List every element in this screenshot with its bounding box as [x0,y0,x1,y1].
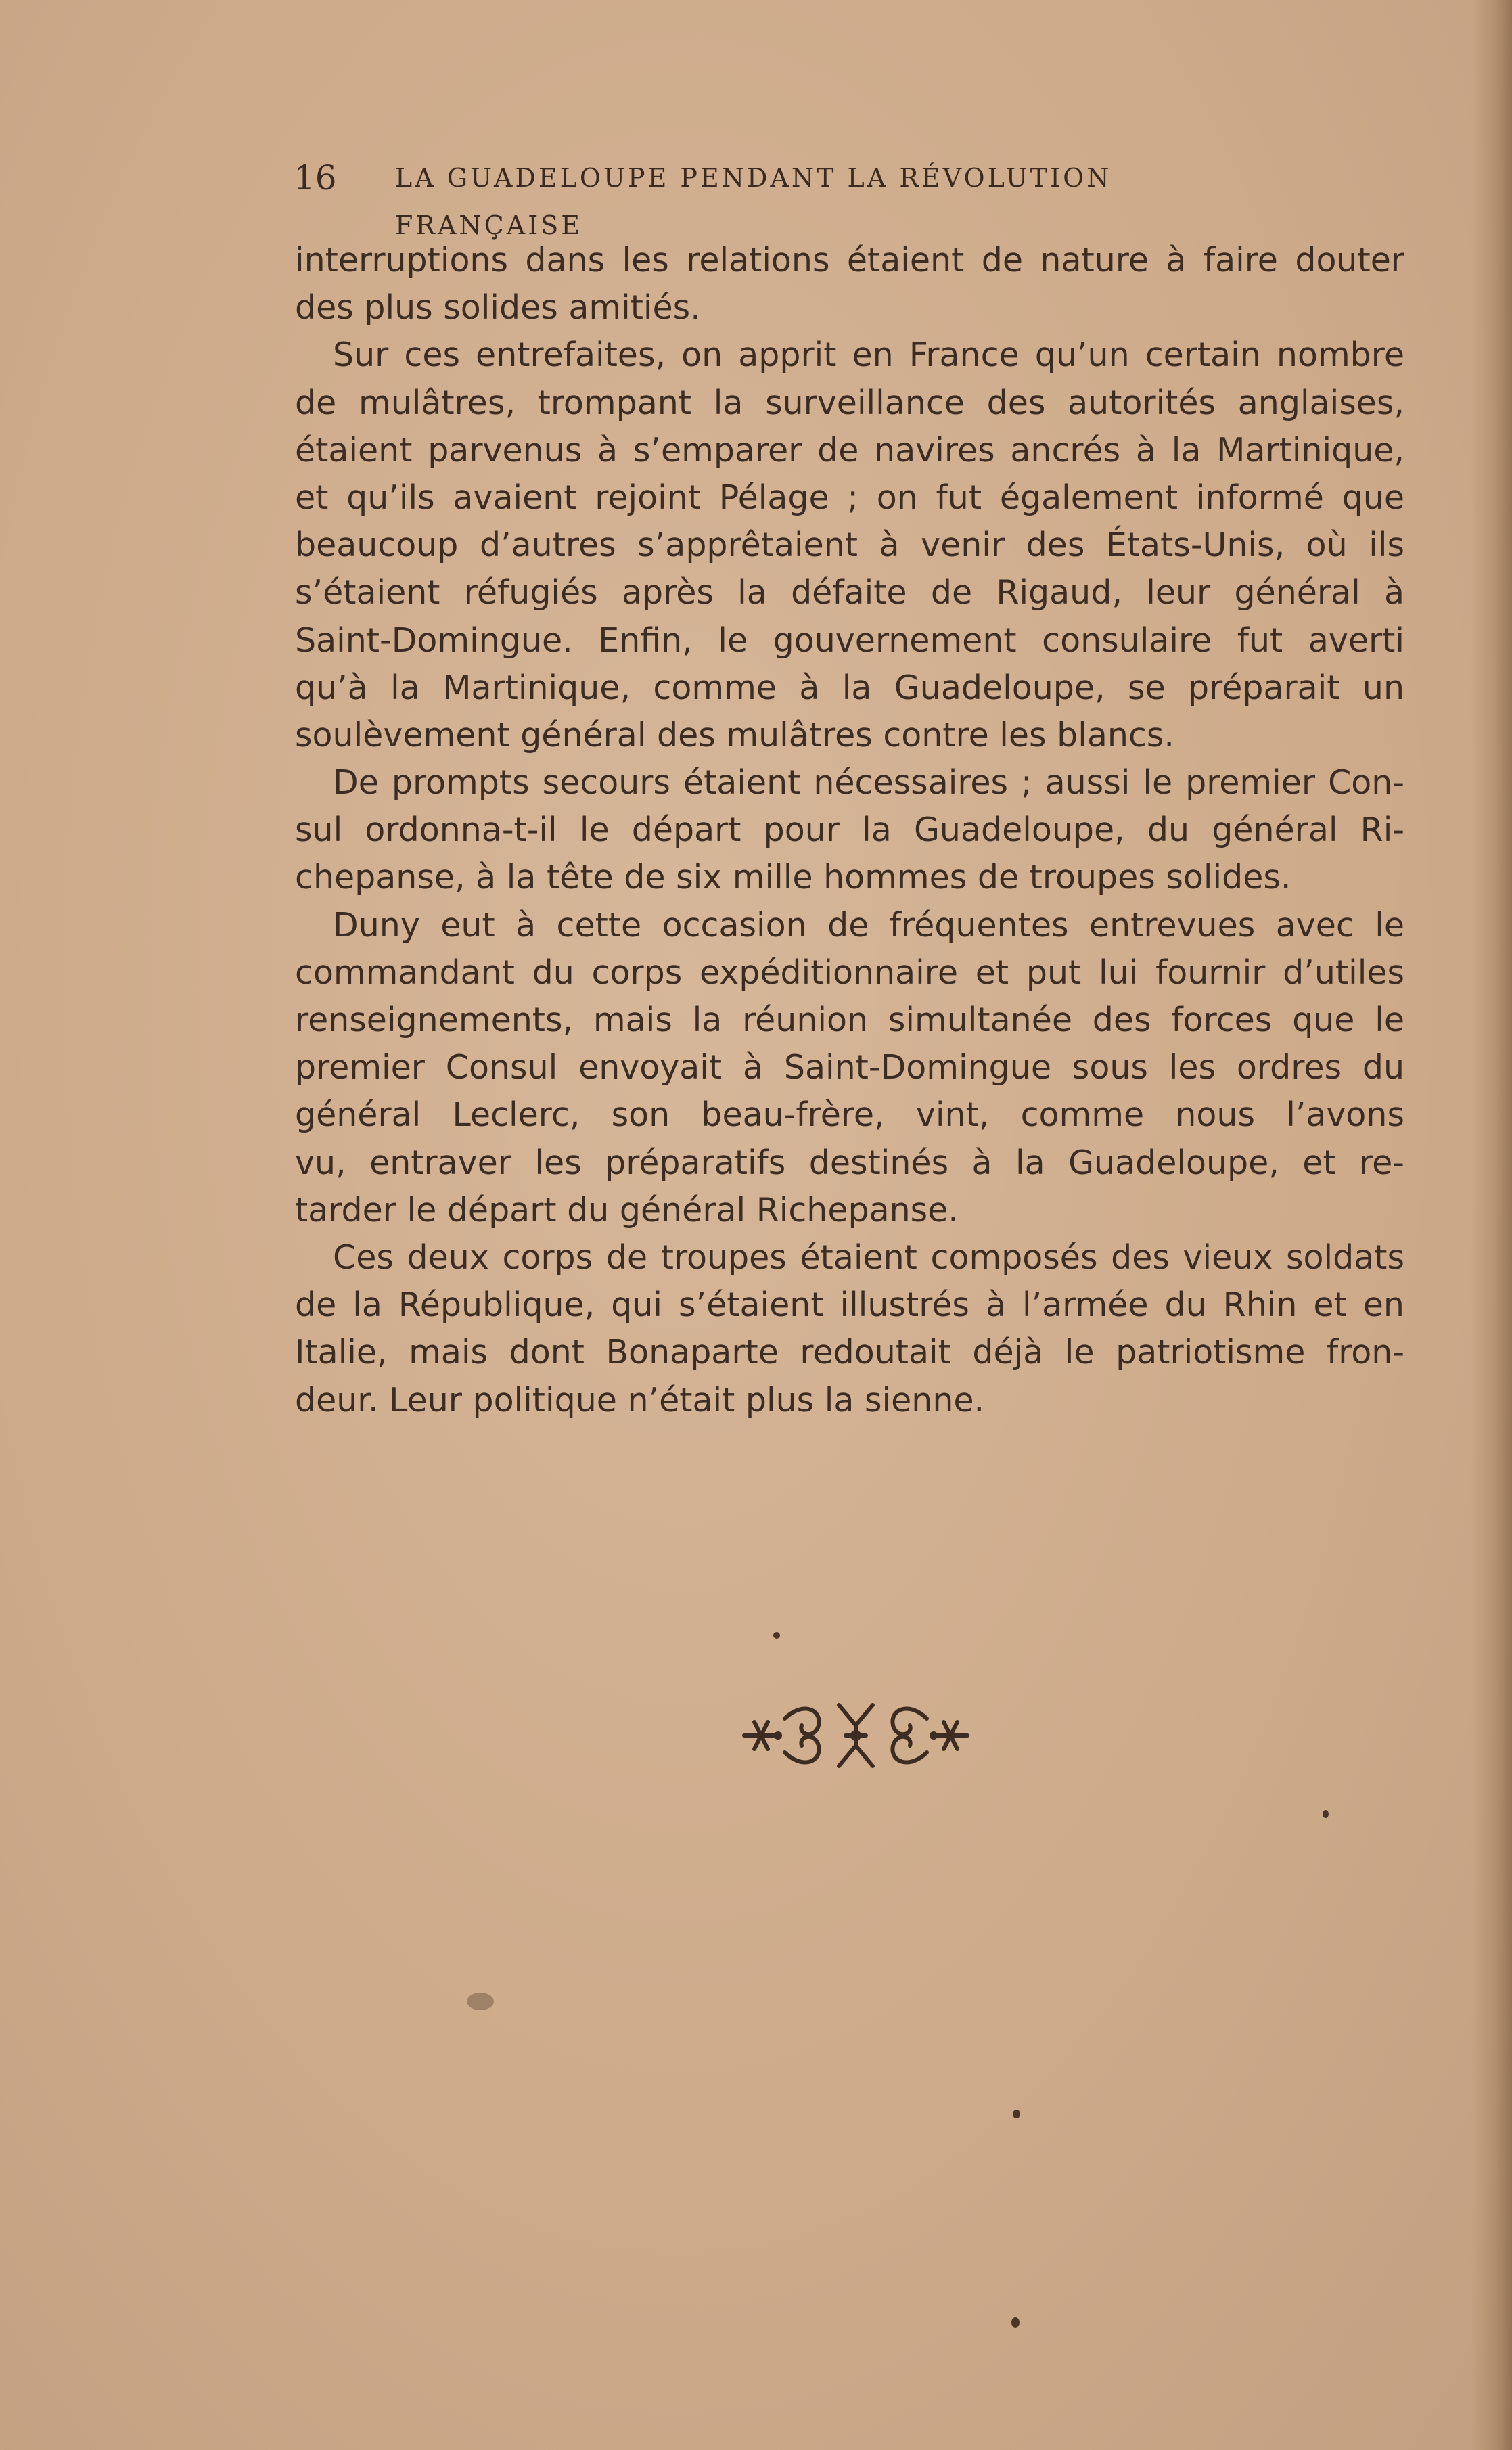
body-text [295,237,1404,1424]
text-line: De prompts secours étaient nécessaires ; aussi le premier Con- [333,763,1404,802]
text-line: beaucoup d’autres s’apprêtaient à venir des États-Unis, où ils [295,526,1404,565]
page-number: 16 [294,158,337,198]
text-line: de mulâtres, trompant la surveillance des autorités anglaises, [295,383,1404,422]
text-line: Duny eut à cette occasion de fréquentes entrevues avec le [333,905,1404,945]
text-line: s’étaient réfugiés après la défaite de Rigaud, leur général à [295,573,1404,612]
text-line: et qu’ils avaient rejoint Pélage ; on fut également informé que [295,478,1404,517]
text-line: commandant du corps expéditionnaire et put lui fournir d’utiles [295,953,1404,992]
text-line: renseignements, mais la réunion simultanée des forces que le [295,1001,1404,1039]
paper-speck [1011,2317,1020,2328]
text-line: qu’à la Martinique, comme à la Guadeloupe, se préparait un [295,668,1404,707]
text-line: chepanse, à la tête de six mille hommes de troupes solides. [295,858,1291,897]
page-header [294,154,1308,240]
paper-speck [467,1993,494,2010]
text-line: premier Consul envoyait à Saint-Domingue sous les ordres du [295,1048,1404,1087]
text-line: tarder le départ du général Richepanse. [295,1190,959,1229]
text-line: interruptions dans les relations étaient de nature à faire douter [295,241,1404,279]
text-line: sul ordonna-t-il le départ pour la Guadeloupe, du général Ri- [295,811,1404,850]
text-line: soulèvement général des mulâtres contre les blancs. [295,715,1175,754]
text-line: deur. Leur politique n’était plus la sienne. [295,1380,985,1420]
text-line: Ces deux corps de troupes étaient composés des vieux soldats [333,1238,1404,1277]
text-line: général Leclerc, son beau-frère, vint, comme nous l’avons [295,1095,1404,1135]
running-title: LA GUADELOUPE PENDANT LA RÉVOLUTION FRANÇAISE [395,163,1112,240]
text-line: vu, entraver les préparatifs destinés à la Guadeloupe, et re- [295,1143,1404,1182]
text-line: Sur ces entrefaites, on apprit en France qu’un certain nombre [333,336,1404,375]
text-line: de la République, qui s’étaient illustrés à l’armée du Rhin et en [295,1286,1404,1325]
page-edge-shadow [1471,0,1512,2450]
text-line: Saint-Domingue. Enfin, le gouvernement consulaire fut averti [295,620,1404,660]
paper-speck [1013,2110,1020,2118]
paper-speck [1323,1810,1329,1818]
text-line: des plus solides amitiés. [295,288,701,327]
paper-speck [773,1632,780,1639]
fleuron-ornament-icon [737,1692,974,1779]
text-line: étaient parvenus à s’emparer de navires ancrés à la Martinique, [295,430,1404,470]
text-line: Italie, mais dont Bonaparte redoutait déjà le patriotisme fron- [295,1333,1404,1372]
